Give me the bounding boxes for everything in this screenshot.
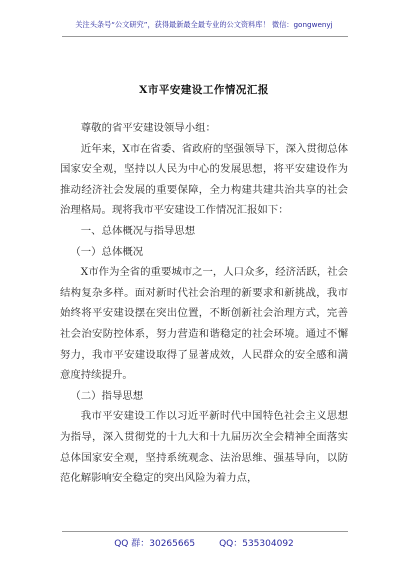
salutation: 尊敬的省平安建设领导小组：	[80, 122, 216, 134]
overview-paragraph: X市作为全省的重要城市之一，人口众多，经济活跃，社会结构复杂多样。面对新时代社会治理的新要求和新挑战，我市始终将平安建设摆在突出位置，不断创新社会治理方式，完善社会治安防控体系，努力营造和谐稳定的社会环境。通过不懈努力，我市平安建设取得了显著成效，人民群众的安全感和满意度持续提升。	[60, 266, 348, 382]
section-heading-1: 一、总体概况与指导思想	[80, 224, 196, 237]
footer-qq: QQ：535304092	[219, 539, 294, 549]
document-body	[60, 118, 348, 489]
document-title: X市平安建设工作情况汇报	[139, 84, 269, 96]
header-banner: 关注头条号“公文研究”，获得最新最全最专业的公文资料库！ 微信：gongwenyj	[75, 20, 333, 29]
subsection-heading-overview: （一）总体概况	[70, 245, 144, 258]
subsection-heading-guiding-thought: （二）指导思想	[70, 389, 144, 402]
footer-contact	[0, 536, 408, 549]
guiding-thought-paragraph: 我市平安建设工作以习近平新时代中国特色社会主义思想为指导，深入贯彻党的十九大和十九届历次全会精神全面落实总体国家安全观，坚持系统观念、法治思维、强基导向，以防范化解影响安全稳定的突出风险为着力点，	[60, 410, 348, 485]
footer-qq-group: QQ 群：30265665	[114, 539, 196, 549]
header-divider	[62, 36, 348, 37]
intro-paragraph: 近年来，X市在省委、省政府的坚强领导下，深入贯彻总体国家安全观，坚持以人民为中心的发展思想，将平安建设作为推动经济社会发展的重要保障，全力构建共建共治共享的社会治理格局。现将我市平安建设工作情况汇报如下：	[60, 142, 348, 217]
footer-divider	[62, 531, 348, 532]
